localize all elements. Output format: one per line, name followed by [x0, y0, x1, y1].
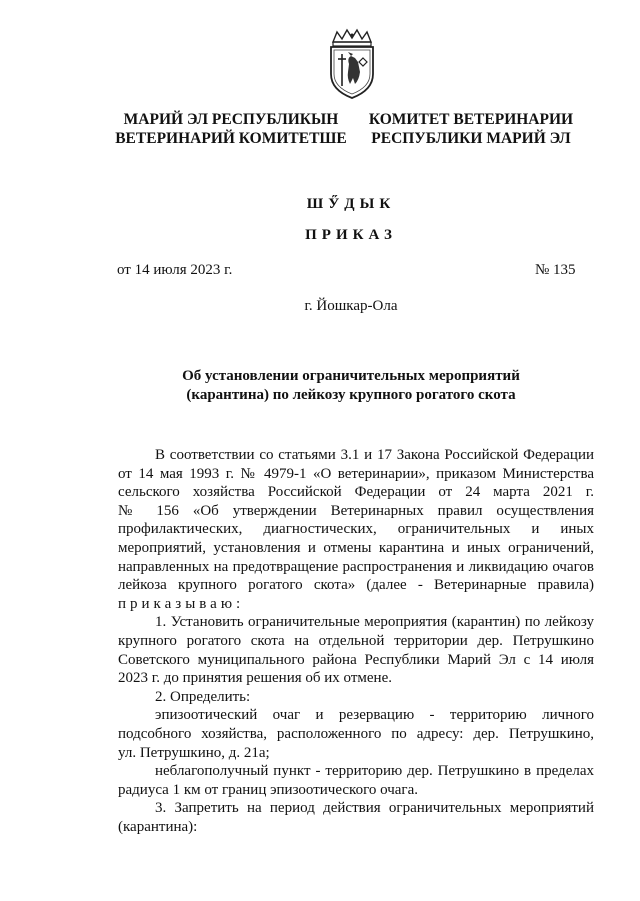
body-line: 2023 г. до принятия решения об их отмене.: [118, 670, 392, 687]
body-line: подсобного хозяйства, расположенного по адресу: дер. Петрушкино,: [118, 725, 594, 742]
body-line: неблагополучный пункт - территорию дер. Петрушкино в пределах: [155, 763, 594, 780]
header-right-line: РЕСПУБЛИКИ МАРИЙ ЭЛ: [371, 130, 571, 147]
document-number: № 135: [535, 262, 576, 278]
body-line: крупного рогатого скота на отдельной территории дер. Петрушкино: [118, 632, 594, 649]
coat-of-arms-icon: [327, 28, 377, 100]
body-line: радиуса 1 км от границ эпизоотического очага.: [118, 781, 418, 798]
subject-line: Об установлении ограничительных мероприятий: [182, 368, 520, 384]
body-line: ул. Петрушкино, д. 21а;: [118, 744, 270, 761]
body-line: лейкоза крупного рогатого скота» (далее - Ветеринарные правила): [118, 577, 594, 594]
body-line: В соответствии со статьями 3.1 и 17 Закона Российской Федерации: [155, 447, 594, 463]
header-left-line: ВЕТЕРИНАРИЙ КОМИТЕТШЕ: [115, 130, 347, 147]
body-line: 1. Установить ограничительные мероприятия (карантин) по лейкозу: [155, 614, 594, 631]
document-date: от 14 июля 2023 г.: [117, 262, 233, 278]
body-line: профилактических, диагностических, ограничительных и иных: [118, 521, 594, 538]
header-left-line: МАРИЙ ЭЛ РЕСПУБЛИКЫН: [123, 111, 339, 128]
document-city: г. Йошкар-Ола: [304, 298, 398, 314]
body-line: направленных на предотвращение распространения и ликвидацию очагов: [118, 558, 594, 575]
document-body: [118, 446, 594, 836]
body-line: сельского хозяйства Российской Федерации от 24 марта 2021 г.: [118, 484, 594, 501]
doc-type-ru: ПРИКАЗ: [305, 227, 397, 243]
body-line: 2. Определить:: [155, 688, 251, 705]
header-left: [104, 110, 358, 148]
document-subject: [150, 367, 552, 405]
body-line: от 14 мая 1993 г. № 4979-1 «О ветеринарии», приказом Министерства: [118, 465, 594, 482]
body-line: 3. Запретить на период действия ограничительных мероприятий: [155, 800, 594, 817]
subject-line: (карантина) по лейкозу крупного рогатого скота: [186, 387, 516, 403]
order-word: приказываю:: [118, 595, 245, 612]
body-line: (карантина):: [118, 818, 198, 835]
header-right: [368, 110, 574, 148]
body-line: № 156 «Об утверждении Ветеринарных правил осуществления: [118, 502, 594, 519]
body-line: мероприятий, установления и отмены карантина и иных ограничений,: [118, 539, 594, 556]
header-right-line: КОМИТЕТ ВЕТЕРИНАРИИ: [368, 111, 574, 128]
doc-type-mari: ШӲДЫК: [306, 196, 396, 212]
body-line: эпизоотический очаг и резервацию - территорию личного: [155, 707, 594, 724]
body-line: Советского муниципального района Республики Марий Эл с 14 июля: [118, 651, 594, 668]
